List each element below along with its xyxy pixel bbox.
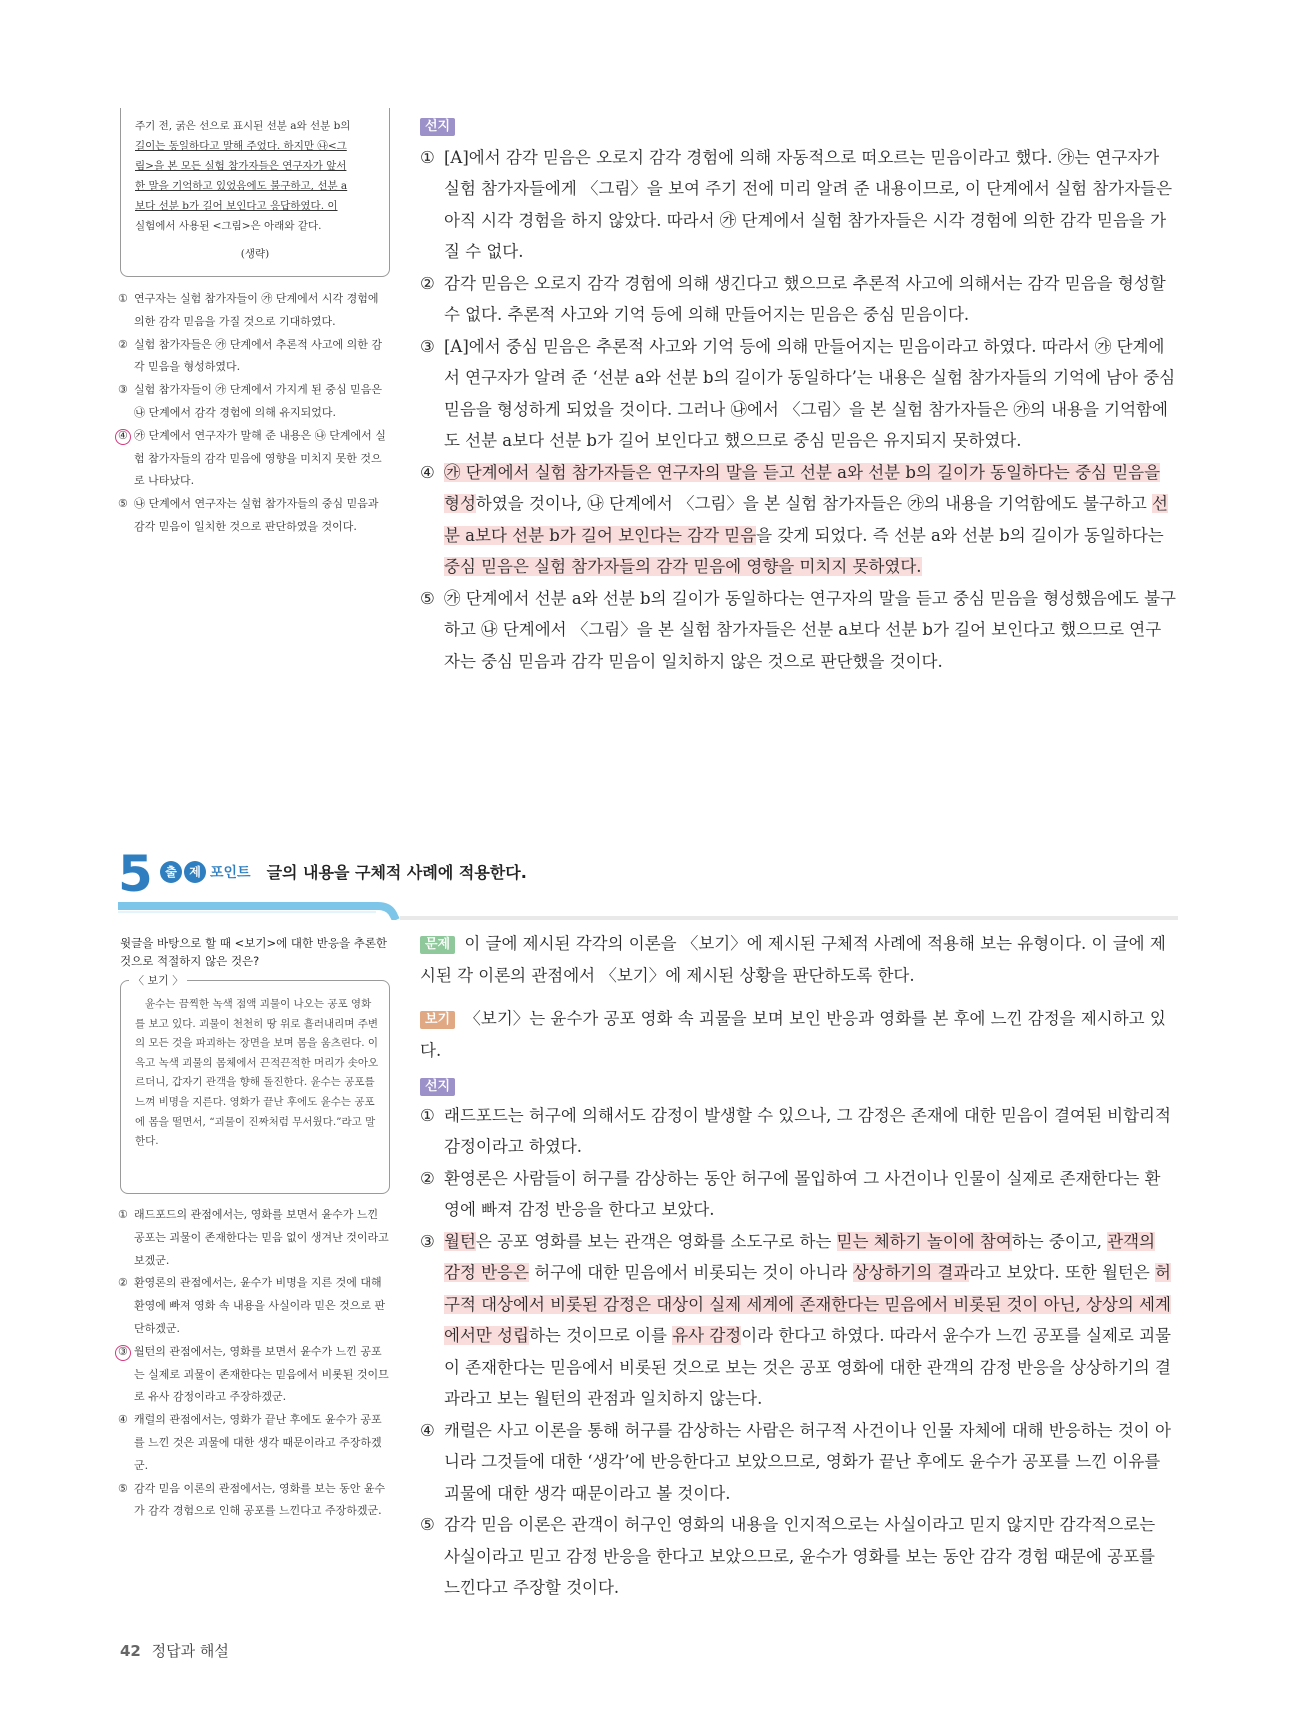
option-number: ③ (118, 383, 128, 397)
item-number: ④ (420, 462, 435, 482)
option-item (118, 425, 390, 493)
explanation-item (420, 1163, 1176, 1226)
option-number: ③ (118, 1341, 134, 1409)
passage-line: 주기 전, 굵은 선으로 표시된 선분 a와 선분 b의 (135, 120, 351, 132)
option-item (118, 1409, 390, 1477)
explanation-bottom (420, 928, 1176, 1604)
bogi-text: 윤수는 끔찍한 녹색 점액 괴물이 나오는 공포 영화를 보고 있다. 괴물이 천천히 땅 위로 흘러내리며 주변의 모든 것을 파괴하는 장면을 보며 몸을 움츠린다. 이윽고 녹색 괴물의 몸체에서 끈적끈적한 머리가 솟아오르더니, 갑자기 관객을 향해 돌진한다. 윤수는 공포를 느껴 비명을 지른다. 영화가 끝난 후에도 윤수는 공포에 몸을 떨면서, “괴물이 진짜처럼 무서웠다.”라고 말한다. (135, 998, 379, 1148)
item-number: ③ (420, 1231, 435, 1251)
explanation-top (420, 116, 1176, 677)
item-number: ① (420, 147, 435, 167)
option-item (118, 334, 390, 380)
bogi-tag: 보기 (420, 1011, 455, 1029)
option-text: ㉯ 단계에서 연구자는 실험 참가자들의 중심 믿음과 감각 믿음이 일치한 것으로 판단하였을 것이다. (134, 497, 379, 533)
item-number: ② (420, 273, 435, 293)
footer (120, 1640, 229, 1661)
answer-mark-icon (115, 1345, 131, 1361)
seonji-tag: 선지 (420, 118, 455, 136)
item-text: ㉮ 단계에서 실험 참가자들은 연구자의 말을 듣고 선분 a와 선분 b의 길이가 동일하다는 중심 믿음을 형성하였을 것이나, ㉯ 단계에서 〈그림〉을 본 실험 참가자들은 ㉮의 내용을 기억함에도 불구하고 선분 a보다 선분 b가 길어 보인다는 감각 믿음을 갖게 되었다. 즉 선분 a와 선분 b의 길이가 동일하다는 중심 믿음은 실험 참가자들의 감각 믿음에 영향을 미치지 못하였다. (444, 462, 1168, 576)
item-number: ⑤ (420, 588, 435, 608)
explanation-item (420, 331, 1176, 457)
explanation-items-bottom (420, 1100, 1176, 1604)
item-text: 래드포드는 허구에 의해서도 감정이 발생할 수 있으나, 그 감정은 존재에 대한 믿음이 결여된 비합리적 감정이라고 하였다. (444, 1105, 1171, 1156)
question-options-bottom (118, 1204, 390, 1523)
footer-label: 정답과 해설 (151, 1642, 229, 1660)
option-item (118, 1204, 390, 1272)
explanation-item (420, 1226, 1176, 1415)
option-item (118, 493, 390, 539)
explanation-item (420, 457, 1176, 583)
point-label: 포인트 (210, 864, 251, 881)
passage-box (120, 108, 390, 277)
option-text: 래드포드의 관점에서는, 영화를 보면서 윤수가 느낀 공포는 괴물이 존재한다는 믿음 없이 생겨난 것이라고 보겠군. (134, 1208, 389, 1267)
item-text: 환영론은 사람들이 허구를 감상하는 동안 허구에 몰입하여 그 사건이나 인물이 실제로 존재한다는 환영에 빠져 감정 반응을 한다고 보았다. (444, 1168, 1161, 1219)
page-number: 42 (120, 1642, 141, 1660)
item-text: 감각 믿음 이론은 관객이 허구인 영화의 내용을 인지적으로는 사실이라고 믿지 않지만 감각적으로는 사실이라고 믿고 감정 반응을 한다고 보았으므로, 윤수가 영화를 보는 동안 감각 경험 때문에 공포를 느낀다고 주장할 것이다. (444, 1515, 1156, 1597)
option-text: 감각 믿음 이론의 관점에서는, 영화를 보는 동안 윤수가 감각 경험으로 인해 공포를 느낀다고 주장하겠군. (134, 1481, 386, 1518)
item-number: ① (420, 1105, 435, 1125)
item-number: ③ (420, 336, 435, 356)
passage-line: 실험에서 사용된 <그림>은 아래와 같다. (135, 220, 322, 232)
explanation-item (420, 1415, 1176, 1510)
item-number: ⑤ (420, 1515, 435, 1534)
badge-je: 제 (184, 861, 206, 883)
option-text: 실험 참가자들은 ㉮ 단계에서 추론적 사고에 의한 감각 믿음을 형성하였다. (134, 337, 382, 374)
option-text: 월턴의 관점에서는, 영화를 보면서 윤수가 느낀 공포는 실제로 괴물이 존재한다는 믿음에서 비롯된 것이므로 유사 감정이라고 주장하겠군. (134, 1344, 389, 1404)
section-header (118, 845, 1178, 920)
option-text: ㉮ 단계에서 연구자가 말해 준 내용은 ㉯ 단계에서 실험 참가자들의 감각 믿음에 영향을 미치지 못한 것으로 나타났다. (134, 428, 386, 488)
passage-line: 림>을 본 모든 실험 참가자들은 연구자가 앞서 (135, 160, 347, 172)
explanation-item (420, 268, 1176, 331)
section-divider (118, 890, 1178, 920)
option-item (118, 288, 390, 334)
item-number: ④ (420, 1420, 435, 1440)
option-item (118, 1478, 390, 1524)
option-number: ① (118, 1208, 128, 1221)
item-text: 월턴은 공포 영화를 보는 관객은 영화를 소도구로 하는 믿는 체하기 놀이에 참여하는 중이고, 관객의 감정 반응은 허구에 대한 믿음에서 비롯되는 것이 아니라 상상하기의 결과라고 보았다. 또한 월턴은 허구적 대상에서 비롯된 감정은 대상이 실제 세계에 존재한다는 믿음에서 비롯된 것이 아닌, 상상의 세계에서만 성립하는 것이므로 이를 유사 감정이라 한다고 하였다. 따라서 윤수가 느낀 공포를 실제로 괴물이 존재한다는 믿음에서 비롯된 것으로 보는 것은 공포 영화에 대한 관객의 감정 반응을 상상하기의 결과라고 보는 월턴의 관점과 일치하지 않는다. (444, 1231, 1171, 1408)
option-number: ② (118, 337, 128, 351)
option-item (118, 379, 390, 425)
munje-tag: 문제 (420, 936, 455, 954)
bogi-block (420, 1003, 1176, 1066)
option-number: ⑤ (118, 1481, 128, 1495)
item-text: [A]에서 감각 믿음은 오로지 감각 경험에 의해 자동적으로 떠오르는 믿음이라고 했다. ㉮는 연구자가 실험 참가자들에게 〈그림〉을 보여 주기 전에 미리 알려 준 내용이므로, 이 단계에서 실험 참가자들은 아직 시각 경험을 하지 않았다. 따라서 ㉮ 단계에서 실험 참가자들은 시각 경험에 의한 감각 믿음을 가질 수 없다. (444, 147, 1173, 261)
question-options-top (118, 288, 390, 539)
explanation-item (420, 583, 1176, 678)
section-number: 5 (118, 845, 153, 903)
explanation-items (420, 142, 1176, 678)
explanation-item (420, 142, 1176, 268)
option-text: 환영론의 관점에서는, 윤수가 비명을 지른 것에 대해 환영에 빠져 영화 속 내용을 사실이라 믿은 것으로 판단하겠군. (134, 1276, 386, 1335)
option-number: ② (118, 1276, 128, 1290)
option-text: 연구자는 실험 참가자들이 ㉮ 단계에서 시각 경험에 의한 감각 믿음을 가질 것으로 기대하였다. (134, 292, 379, 328)
bogi-box (120, 974, 390, 1194)
section-heading: 글의 내용을 구체적 사례에 적용한다. (266, 863, 527, 882)
option-number: ④ (118, 425, 134, 493)
passage-line: 길이는 동일하다고 말해 주었다. 하지만 ㉯<그 (135, 140, 347, 152)
option-text: 캐럴의 관점에서는, 영화가 끝난 후에도 윤수가 공포를 느낀 것은 괴물에 대한 생각 때문이라고 주장하겠군. (134, 1413, 382, 1472)
option-text: 실험 참가자들이 ㉮ 단계에서 가지게 된 중심 믿음은 ㉯ 단계에서 감각 경험에 의해 유지되었다. (134, 383, 382, 419)
option-number: ① (118, 292, 128, 305)
munje-block (420, 928, 1176, 991)
explanation-item (420, 1509, 1176, 1604)
passage-line: 한 말을 기억하고 있었음에도 불구하고, 선분 a (135, 180, 348, 192)
bogi-explanation: 〈보기〉는 윤수가 공포 영화 속 괴물을 보며 보인 반응과 영화를 본 후에 느낀 감정을 제시하고 있다. (420, 1009, 1166, 1060)
seonji-tag-bottom: 선지 (420, 1078, 455, 1096)
item-number: ② (420, 1168, 435, 1188)
option-number: ⑤ (118, 497, 128, 511)
question-stem: 윗글을 바탕으로 할 때 <보기>에 대한 반응을 추론한 것으로 적절하지 않은 것은? (120, 936, 388, 968)
item-text: 캐럴은 사고 이론을 통해 허구를 감상하는 사람은 허구적 사건이나 인물 자체에 대해 반응하는 것이 아니라 그것들에 대한 ‘생각’에 반응한다고 보았으므로, 영화가 끝난 후에도 윤수가 공포를 느낀 이유를 괴물에 대한 생각 때문이라고 볼 것이다. (444, 1420, 1171, 1503)
passage-line: 보다 선분 b가 길어 보인다고 응답하였다. 이 (135, 200, 338, 212)
passage-text (135, 116, 379, 236)
badge-chul: 출 (160, 861, 182, 883)
munje-text: 이 글에 제시된 각각의 이론을 〈보기〉에 제시된 구체적 사례에 적용해 보는 유형이다. 이 글에 제시된 각 이론의 관점에서 〈보기〉에 제시된 상황을 판단하도록 한다. (420, 934, 1166, 985)
item-text: [A]에서 중심 믿음은 추론적 사고와 기억 등에 의해 만들어지는 믿음이라고 하였다. 따라서 ㉮ 단계에서 연구자가 알려 준 ‘선분 a와 선분 b의 길이가 동일하다’는 내용은 실험 참가자들의 기억에 남아 중심 믿음을 형성하게 되었을 것이다. 그러나 ㉯에서 〈그림〉을 본 실험 참가자들은 ㉮의 내용을 기억함에도 선분 a보다 선분 b가 길어 보인다고 했으므로 중심 믿음은 유지되지 못하였다. (444, 336, 1176, 450)
item-text: ㉮ 단계에서 선분 a와 선분 b의 길이가 동일하다는 연구자의 말을 듣고 중심 믿음을 형성했음에도 불구하고 ㉯ 단계에서 〈그림〉을 본 실험 참가자들은 선분 a보다 선분 b가 길어 보인다고 했으므로 연구자는 중심 믿음과 감각 믿음이 일치하지 않은 것으로 판단했을 것이다. (444, 588, 1176, 671)
answer-mark-icon (115, 429, 131, 445)
bogi-label: 〈 보기 〉 (129, 972, 187, 988)
option-item (118, 1272, 390, 1340)
item-text: 감각 믿음은 오로지 감각 경험에 의해 생긴다고 했으므로 추론적 사고에 의해서는 감각 믿음을 형성할 수 없다. 추론적 사고와 기억 등에 의해 만들어지는 믿음은 중심 믿음이다. (444, 273, 1166, 324)
option-number: ④ (118, 1413, 128, 1427)
explanation-item (420, 1100, 1176, 1163)
option-item (118, 1341, 390, 1409)
omitted-mark: (생략) (240, 248, 270, 260)
